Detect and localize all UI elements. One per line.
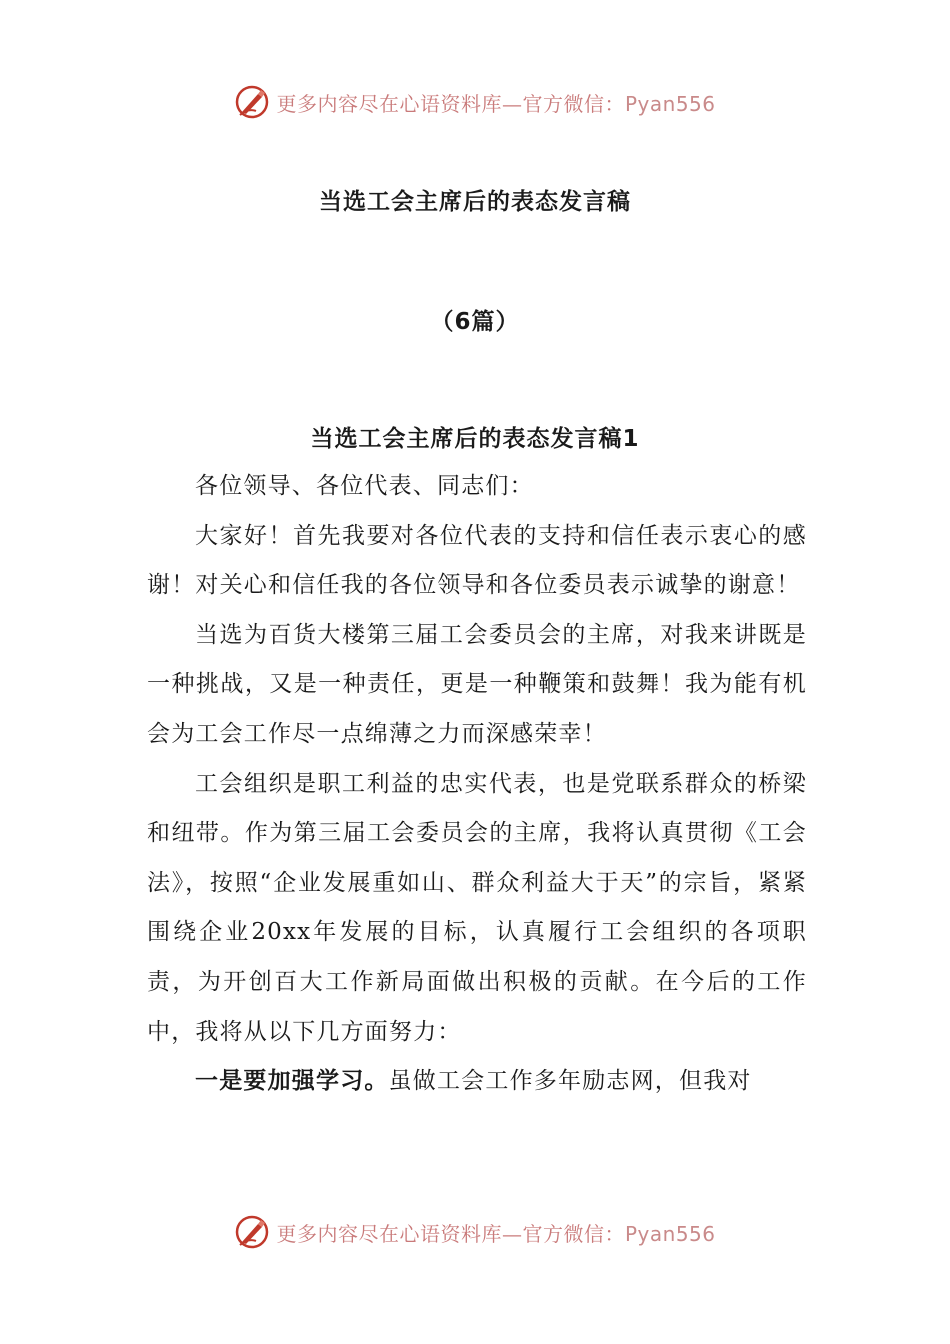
- paragraph: 大家好！首先我要对各位代表的支持和信任表示衷心的感谢！对关心和信任我的各位领导和各位委员表示诚挚的谢意！: [147, 522, 807, 599]
- document-title: 当选工会主席后的表态发言稿: [319, 189, 631, 215]
- watermark-header: [0, 82, 950, 122]
- watermark-text: 更多内容尽在心语资料库—官方微信：Pyan556: [276, 1221, 716, 1246]
- watermark-footer: [0, 1212, 950, 1252]
- paragraph: 当选为百货大楼第三届工会委员会的主席，对我来讲既是一种挑战，又是一种责任，更是一种鞭策和鼓舞！我为能有机会为工会工作尽一点绵薄之力而深感荣幸！: [147, 621, 807, 747]
- document-body: [147, 462, 807, 1107]
- paragraph-lead: 一是要加强学习。: [195, 1068, 389, 1095]
- greeting: 各位领导、各位代表、同志们：: [195, 473, 534, 499]
- paragraph-text: 虽做工会工作多年励志网，但我对: [388, 1068, 752, 1095]
- paragraph-last: [147, 1057, 807, 1107]
- paragraph: 工会组织是职工利益的忠实代表，也是党联系群众的桥梁和纽带。作为第三届工会委员会的主席，我将认真贯彻《工会法》，按照“企业发展重如山、群众利益大于天”的宗旨，紧紧围绕企业20xx年发展的目标，认真履行工会组织的各项职责，为开创百大工作新局面做出积极的贡献。在今后的工作中，我将从以下几方面努力：: [147, 770, 807, 1045]
- article-count: （6篇）: [430, 309, 520, 335]
- section-title: 当选工会主席后的表态发言稿1: [310, 426, 640, 452]
- pen-logo-icon: [234, 84, 270, 120]
- pen-logo-icon: [234, 1214, 270, 1250]
- watermark-text: 更多内容尽在心语资料库—官方微信：Pyan556: [276, 91, 716, 116]
